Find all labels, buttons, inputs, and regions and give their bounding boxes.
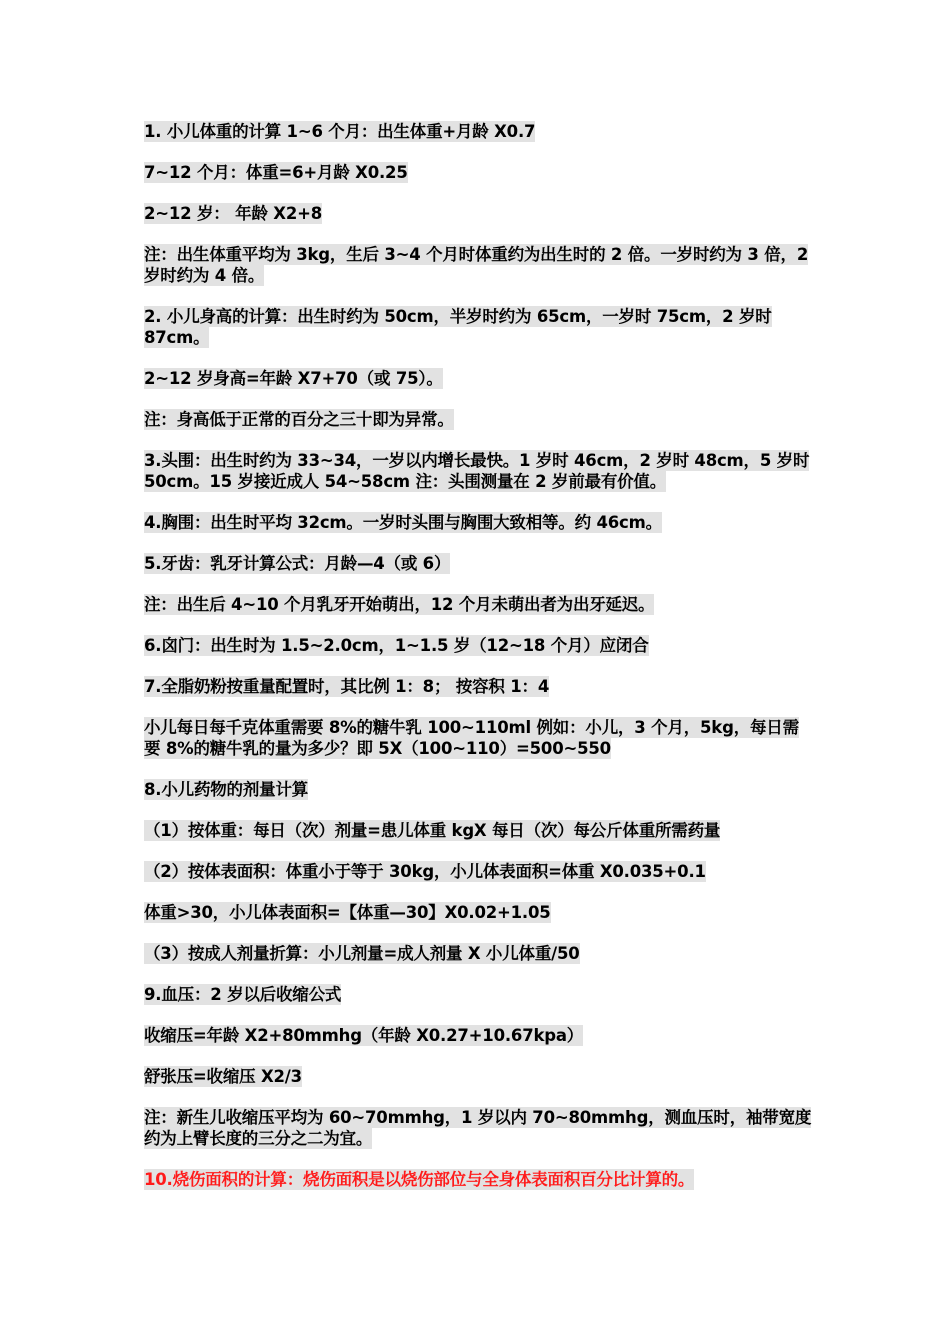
paragraph-weight-2-12-years: 2~12 岁： 年龄 X2+8 (144, 204, 323, 223)
paragraph-diastolic: 舒张压=收缩压 X2/3 (144, 1067, 302, 1086)
paragraph-weight-1-6-months: 1. 小儿体重的计算 1~6 个月：出生体重+月龄 X0.7 (144, 122, 536, 141)
paragraph-height: 2. 小儿身高的计算：出生时约为 50cm，半岁时约为 65cm，一岁时 75cm，2 岁时 87cm。 (144, 307, 772, 347)
paragraph-burn-area: 10.烧伤面积的计算：烧伤面积是以烧伤部位与全身体表面积百分比计算的。 (144, 1170, 695, 1189)
paragraph-dosage-by-weight: （1）按体重：每日（次）剂量=患儿体重 kgX 每日（次）每公斤体重所需药量 (144, 821, 721, 840)
paragraph-head-circumference: 3.头围：出生时约为 33~34，一岁以内增长最快。1 岁时 46cm，2 岁时 48cm，5 岁时 50cm。15 岁接近成人 54~58cm 注：头围测量在 2 岁前最有价值。 (144, 451, 810, 491)
paragraph-milk-requirement: 小儿每日每千克体重需要 8%的糖牛乳 100~110ml 例如：小儿，3 个月，5kg，每日需要 8%的糖牛乳的量为多少？即 5X（100~110）=500~550 (144, 718, 799, 758)
paragraph-teeth: 5.牙齿：乳牙计算公式：月龄—4（或 6） (144, 554, 451, 573)
paragraph-weight-note: 注：出生体重平均为 3kg，生后 3~4 个月时体重约为出生时的 2 倍。一岁时约为 3 倍，2 岁时约为 4 倍。 (144, 245, 809, 285)
paragraph-blood-pressure-note: 注：新生儿收缩压平均为 60~70mmhg，1 岁以内 70~80mmhg，测血压时，袖带宽度约为上臂长度的三分之二为宜。 (144, 1108, 812, 1148)
paragraph-systolic: 收缩压=年龄 X2+80mmhg（年龄 X0.27+10.67kpa） (144, 1026, 584, 1045)
paragraph-milk-powder: 7.全脂奶粉按重量配置时，其比例 1：8； 按容积 1：4 (144, 677, 550, 696)
paragraph-surface-area-over-30: 体重>30，小儿体表面积=【体重—30】X0.02+1.05 (144, 903, 551, 922)
paragraph-teeth-note: 注：出生后 4~10 个月乳牙开始萌出，12 个月未萌出者为出牙延迟。 (144, 595, 655, 614)
paragraph-weight-7-12-months: 7~12 个月：体重=6+月龄 X0.25 (144, 163, 408, 182)
paragraph-height-note: 注：身高低于正常的百分之三十即为异常。 (144, 410, 454, 429)
paragraph-drug-dosage: 8.小儿药物的剂量计算 (144, 780, 309, 799)
document-body (144, 121, 814, 1210)
paragraph-dosage-by-surface-area: （2）按体表面积：体重小于等于 30kg，小儿体表面积=体重 X0.035+0.1 (144, 862, 706, 881)
paragraph-blood-pressure: 9.血压：2 岁以后收缩公式 (144, 985, 342, 1004)
paragraph-height-formula: 2~12 岁身高=年龄 X7+70（或 75）。 (144, 369, 443, 388)
paragraph-fontanelle: 6.囟门：出生时为 1.5~2.0cm，1~1.5 岁（12~18 个月）应闭合 (144, 636, 649, 655)
paragraph-dosage-by-adult-dose: （3）按成人剂量折算：小儿剂量=成人剂量 X 小儿体重/50 (144, 944, 580, 963)
paragraph-chest-circumference: 4.胸围：出生时平均 32cm。一岁时头围与胸围大致相等。约 46cm。 (144, 513, 662, 532)
